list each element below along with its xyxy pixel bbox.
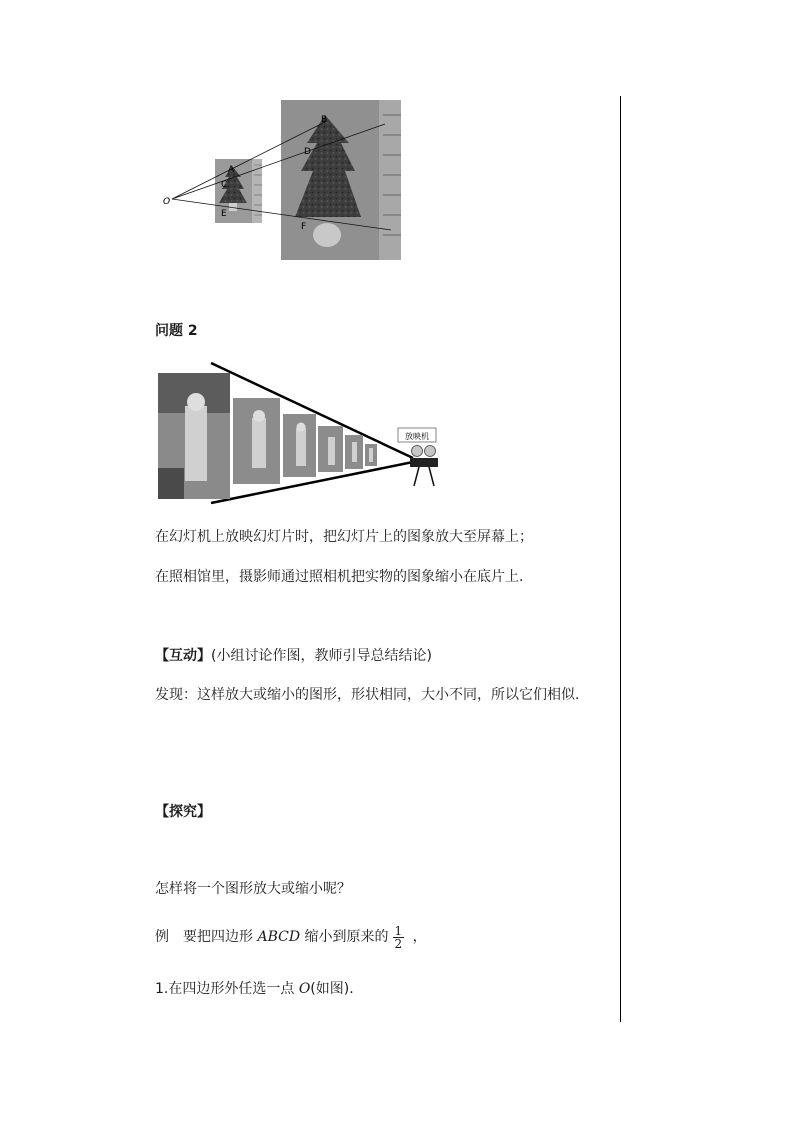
- interaction-line: [155, 647, 432, 665]
- point-E-label: E: [221, 209, 227, 219]
- example-shape-name: ABCD: [257, 929, 301, 945]
- projector-figure: [155, 358, 450, 508]
- step-1-suffix: (如图).: [310, 981, 354, 997]
- point-D-label: D: [304, 147, 311, 157]
- example-mid: 缩小到原来的: [300, 929, 389, 945]
- step-1-line: [155, 980, 354, 998]
- example-suffix: ，: [408, 929, 427, 945]
- step-1-prefix: 1.在四边形外任选一点: [155, 981, 299, 997]
- fraction-denominator: 2: [394, 936, 403, 951]
- problem-2-title: 问题 2: [155, 323, 198, 339]
- page-right-rule: [620, 96, 621, 1022]
- projector-device: [410, 446, 438, 487]
- statue-photo-large: [158, 373, 230, 499]
- fraction-numerator: 1: [394, 923, 403, 938]
- step-1-point: O: [298, 981, 311, 997]
- tree-similarity-figure: [155, 95, 415, 265]
- interaction-heading: 【互动】: [155, 648, 211, 664]
- statue-photo-3: [283, 414, 316, 477]
- statue-photo-4: [318, 426, 343, 472]
- explore-heading: 【探究】: [155, 804, 211, 820]
- slide-projector-text: 在幻灯机上放映幻灯片时，把幻灯片上的图象放大至屏幕上；: [155, 529, 533, 545]
- photo-studio-text: 在照相馆里，摄影师通过照相机把实物的图象缩小在底片上.: [155, 569, 524, 585]
- projector-label: 放映机: [405, 432, 429, 441]
- point-F-label: F: [301, 222, 307, 232]
- statue-photo-2: [233, 398, 280, 484]
- interaction-finding: 发现：这样放大或缩小的图形，形状相同，大小不同，所以它们相似.: [155, 687, 580, 703]
- statue-photo-5: [345, 435, 363, 469]
- point-A-label: A: [228, 165, 235, 175]
- example-prefix: 例 要把四边形: [155, 929, 258, 945]
- statue-photo-6: [365, 444, 377, 466]
- interaction-heading-note: (小组讨论作图，教师引导总结结论): [211, 648, 432, 664]
- point-B-label: B: [321, 115, 328, 125]
- example-line: [155, 924, 427, 950]
- point-O-label: O: [163, 197, 171, 207]
- point-C-label: C: [221, 180, 228, 190]
- explore-question: 怎样将一个图形放大或缩小呢？: [155, 881, 351, 897]
- large-tree-photo: [281, 100, 401, 260]
- one-half-fraction: [393, 925, 405, 950]
